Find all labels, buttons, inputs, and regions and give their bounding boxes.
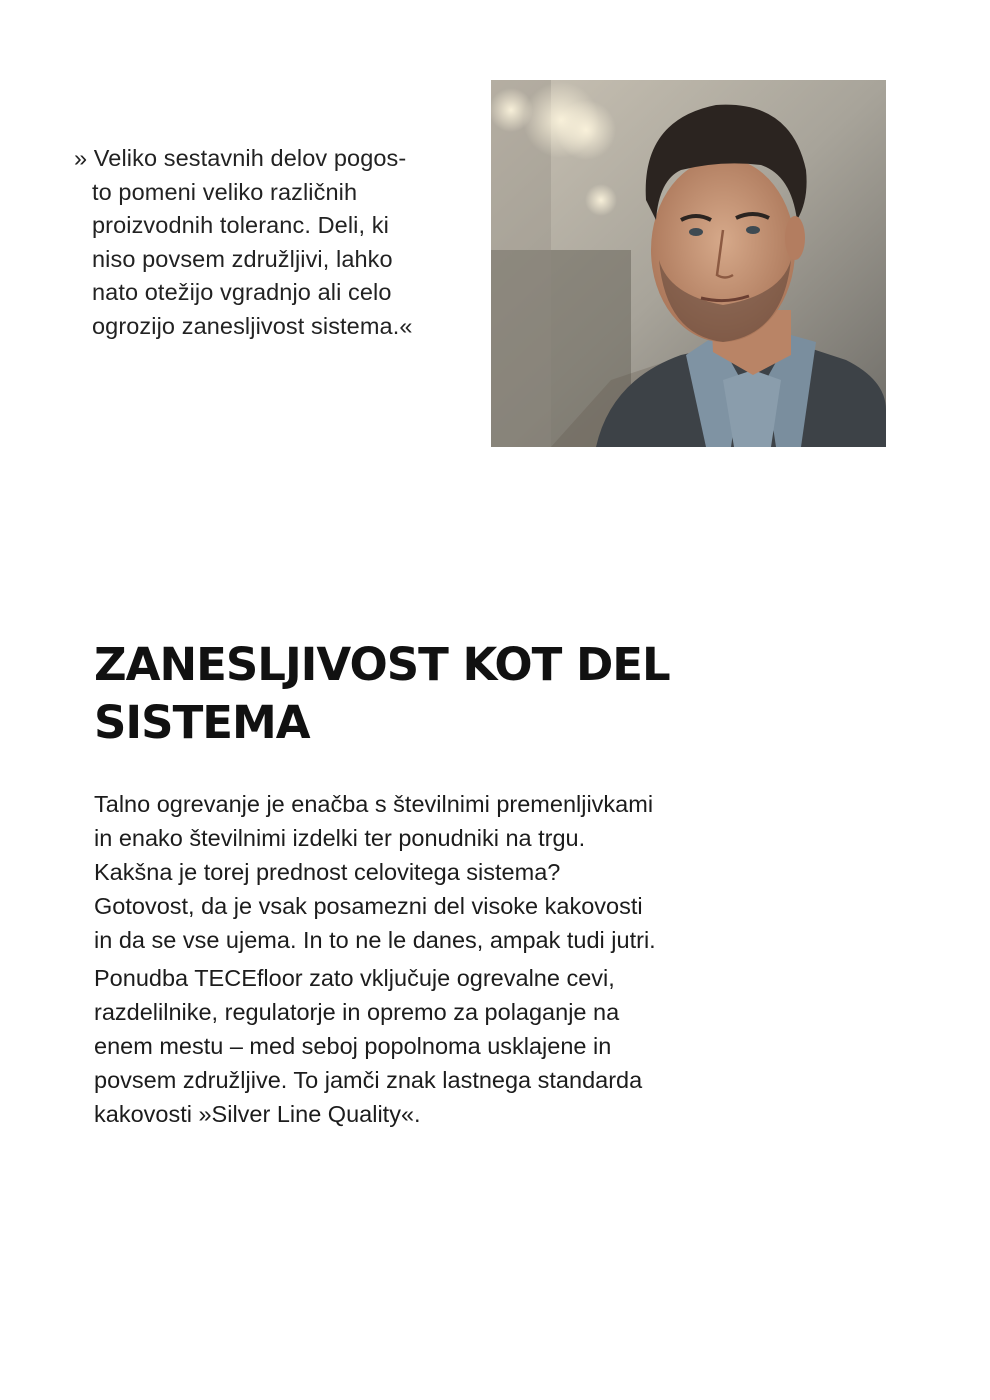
paragraph-line: Gotovost, da je vsak posamezni del visoke kakovosti bbox=[94, 893, 643, 919]
portrait-photo-icon bbox=[491, 80, 886, 447]
section-heading bbox=[94, 636, 854, 752]
paragraph bbox=[94, 787, 814, 957]
portrait-photo bbox=[491, 80, 886, 447]
quote-line: » Veliko sestavnih delov pogos- bbox=[74, 145, 407, 171]
paragraph-line: Talno ogrevanje je enačba s številnimi premenljivkami bbox=[94, 791, 654, 817]
paragraph-line: in enako številnimi izdelki ter ponudniki na trgu. bbox=[94, 825, 586, 851]
quote-line: to pomeni veliko različnih bbox=[92, 178, 358, 205]
quote-line: ogrozijo zanesljivost sistema.« bbox=[92, 312, 413, 339]
paragraph-line: Ponudba TECEfloor zato vključuje ogrevalne cevi, bbox=[94, 965, 615, 991]
pull-quote bbox=[74, 142, 474, 343]
paragraph-line: enem mestu – med seboj popolnoma usklajene in bbox=[94, 1033, 612, 1059]
heading-line: SISTEMA bbox=[94, 696, 310, 749]
paragraph bbox=[94, 961, 814, 1131]
quote-line: nato otežijo vgradnjo ali celo bbox=[92, 279, 392, 305]
quote-line: niso povsem združljivi, lahko bbox=[92, 245, 393, 272]
heading-line: ZANESLJIVOST KOT DEL bbox=[94, 638, 670, 691]
body-text bbox=[94, 787, 814, 1135]
paragraph-line: povsem združljive. To jamči znak lastnega standarda bbox=[94, 1067, 643, 1093]
paragraph-line: in da se vse ujema. In to ne le danes, ampak tudi jutri. bbox=[94, 927, 656, 953]
paragraph-line: razdelilnike, regulatorje in opremo za polaganje na bbox=[94, 999, 620, 1025]
quote-line: proizvodnih toleranc. Deli, ki bbox=[92, 212, 389, 238]
paragraph-line: Kakšna je torej prednost celovitega sistema? bbox=[94, 859, 561, 885]
paragraph-line: kakovosti »Silver Line Quality«. bbox=[94, 1101, 421, 1127]
